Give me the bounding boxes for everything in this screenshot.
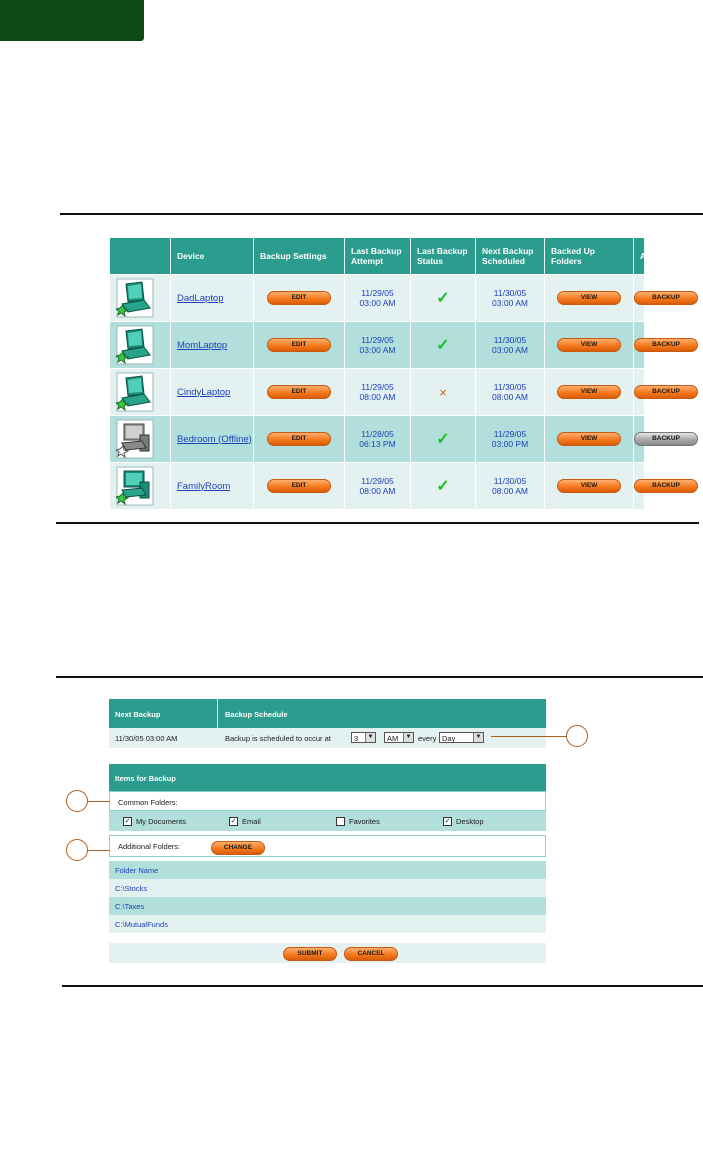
backup-schedule-header: Backup Schedule bbox=[225, 710, 288, 719]
edit-button[interactable]: EDIT bbox=[267, 385, 331, 399]
edit-button[interactable]: EDIT bbox=[267, 338, 331, 352]
submit-button[interactable]: SUBMIT bbox=[283, 947, 337, 961]
chapter-tab bbox=[0, 0, 144, 41]
backup-button[interactable]: BACKUP bbox=[634, 385, 698, 399]
folder-path: C:\MutualFunds bbox=[115, 920, 168, 929]
additional-folders-row bbox=[109, 835, 546, 857]
last-attempt-time: 03:00 AM bbox=[359, 298, 396, 308]
col-header-backed-up-folders: Backed Up Folders bbox=[545, 238, 634, 275]
backed-up-folders-cell bbox=[545, 369, 634, 416]
last-attempt-date: 11/29/05 bbox=[361, 476, 394, 486]
device-icon-cell bbox=[110, 322, 171, 369]
backup-settings-cell bbox=[254, 416, 345, 463]
checkbox-email[interactable] bbox=[229, 817, 261, 826]
next-scheduled-time: 03:00 AM bbox=[492, 345, 528, 355]
last-attempt-date: 11/28/05 bbox=[361, 429, 394, 439]
backup-settings-cell bbox=[254, 369, 345, 416]
actions-cell bbox=[634, 322, 680, 369]
checkbox-desktop[interactable] bbox=[443, 817, 484, 826]
table-row bbox=[110, 463, 645, 510]
table-row bbox=[110, 322, 645, 369]
checkbox-favorites[interactable] bbox=[336, 817, 380, 826]
callout-circle-additional-folders bbox=[66, 839, 88, 861]
next-scheduled-date: 11/30/05 bbox=[493, 335, 527, 345]
last-attempt-date: 11/29/05 bbox=[361, 288, 394, 298]
items-for-backup-panel bbox=[109, 764, 546, 963]
chevron-down-icon: ▼ bbox=[403, 733, 413, 742]
table-row bbox=[110, 416, 645, 463]
view-button[interactable]: VIEW bbox=[557, 338, 621, 352]
laptop-icon bbox=[116, 372, 154, 412]
device-link[interactable]: MomLaptop bbox=[177, 339, 228, 351]
device-link[interactable]: DadLaptop bbox=[177, 292, 224, 304]
last-attempt-cell bbox=[345, 322, 411, 369]
last-attempt-date: 11/29/05 bbox=[361, 335, 394, 345]
additional-folders-label: Additional Folders: bbox=[118, 842, 181, 851]
folder-row bbox=[109, 897, 546, 915]
actions-cell bbox=[634, 369, 680, 416]
device-link[interactable]: CindyLaptop bbox=[177, 386, 231, 398]
next-scheduled-time: 03:00 AM bbox=[492, 298, 528, 308]
checkbox-label: My Documents bbox=[136, 817, 187, 826]
col-header-actions: Actions bbox=[634, 238, 645, 275]
device-table-header bbox=[110, 238, 645, 275]
view-button[interactable]: VIEW bbox=[557, 291, 621, 305]
col-header-next-scheduled: Next Backup Scheduled bbox=[476, 238, 545, 275]
device-name-cell bbox=[171, 275, 254, 322]
view-button[interactable]: VIEW bbox=[557, 479, 621, 493]
view-button[interactable]: VIEW bbox=[557, 432, 621, 446]
device-icon-cell bbox=[110, 369, 171, 416]
laptop-icon bbox=[116, 278, 154, 318]
checkbox-box[interactable]: ✓ bbox=[124, 818, 131, 825]
next-scheduled-time: 08:00 AM bbox=[492, 392, 528, 402]
backup-settings-cell bbox=[254, 275, 345, 322]
chevron-down-icon: ▼ bbox=[365, 733, 375, 742]
checkbox-my-documents[interactable] bbox=[123, 817, 186, 826]
period-select-value: Day bbox=[442, 734, 456, 743]
items-header-title: Items for Backup bbox=[115, 774, 176, 783]
backup-button[interactable]: BACKUP bbox=[634, 291, 698, 305]
next-scheduled-date: 11/30/05 bbox=[493, 382, 527, 392]
divider-top-2 bbox=[56, 676, 703, 678]
backup-settings-cell bbox=[254, 463, 345, 510]
last-attempt-date: 11/29/05 bbox=[361, 382, 394, 392]
common-folders-label: Common Folders: bbox=[118, 798, 178, 807]
backed-up-folders-cell bbox=[545, 275, 634, 322]
device-icon-cell bbox=[110, 416, 171, 463]
checkbox-label: Email bbox=[242, 817, 261, 826]
edit-button[interactable]: EDIT bbox=[267, 432, 331, 446]
checkmark-icon: ✓ bbox=[411, 322, 476, 369]
col-header-icon bbox=[110, 238, 171, 275]
divider-bottom-1 bbox=[56, 522, 699, 524]
next-scheduled-cell bbox=[476, 275, 545, 322]
change-button[interactable]: CHANGE bbox=[211, 841, 265, 855]
backed-up-folders-cell bbox=[545, 322, 634, 369]
folder-row bbox=[109, 915, 546, 933]
items-header bbox=[109, 764, 546, 791]
last-attempt-cell bbox=[345, 463, 411, 510]
view-button[interactable]: VIEW bbox=[557, 385, 621, 399]
folder-row bbox=[109, 879, 546, 897]
ampm-select[interactable] bbox=[384, 732, 414, 743]
next-backup-value: 11/30/05 03:00 AM bbox=[115, 734, 178, 743]
device-name-cell bbox=[171, 322, 254, 369]
schedule-panel bbox=[109, 699, 546, 748]
callout-circle-common-folders bbox=[66, 790, 88, 812]
col-header-last-attempt: Last Backup Attempt bbox=[345, 238, 411, 275]
next-backup-header: Next Backup bbox=[115, 710, 161, 719]
backup-button: BACKUP bbox=[634, 432, 698, 446]
checkmark-icon: ✓ bbox=[411, 275, 476, 322]
last-attempt-time: 08:00 AM bbox=[359, 392, 396, 402]
folder-path: C:\Taxes bbox=[115, 902, 145, 911]
callout-circle-schedule bbox=[566, 725, 588, 747]
device-icon-cell bbox=[110, 463, 171, 510]
divider-bottom-2 bbox=[62, 985, 703, 987]
desktop-icon bbox=[116, 466, 154, 506]
next-scheduled-time: 08:00 AM bbox=[492, 486, 528, 496]
checkbox-row bbox=[109, 811, 546, 831]
backed-up-folders-cell bbox=[545, 463, 634, 510]
error-x-icon: × bbox=[411, 369, 476, 416]
schedule-row bbox=[109, 728, 546, 748]
next-scheduled-cell bbox=[476, 322, 545, 369]
checkbox-label: Desktop bbox=[456, 817, 484, 826]
header-divider bbox=[217, 699, 218, 728]
backup-settings-cell bbox=[254, 322, 345, 369]
period-select[interactable] bbox=[439, 732, 484, 743]
edit-button[interactable]: EDIT bbox=[267, 479, 331, 493]
ampm-select-value: AM bbox=[387, 734, 399, 743]
device-name-cell bbox=[171, 416, 254, 463]
callout-leader-schedule bbox=[491, 736, 566, 737]
folder-name-header-label: Folder Name bbox=[115, 866, 159, 875]
last-attempt-time: 08:00 AM bbox=[359, 486, 396, 496]
schedule-sentence: Backup is scheduled to occur at bbox=[225, 734, 331, 743]
next-scheduled-date: 11/30/05 bbox=[493, 476, 527, 486]
hour-select[interactable] bbox=[351, 732, 376, 743]
device-name-cell bbox=[171, 463, 254, 510]
folder-path: C:\Stocks bbox=[115, 884, 148, 893]
checkmark-icon: ✓ bbox=[411, 416, 476, 463]
device-table bbox=[110, 238, 680, 509]
device-name-cell bbox=[171, 369, 254, 416]
next-scheduled-time: 03:00 PM bbox=[491, 439, 529, 449]
col-header-device: Device bbox=[171, 238, 254, 275]
checkbox-box[interactable] bbox=[336, 817, 345, 826]
actions-cell bbox=[634, 275, 680, 322]
schedule-header bbox=[109, 699, 546, 728]
backup-button[interactable]: BACKUP bbox=[634, 479, 698, 493]
actions-cell bbox=[634, 463, 680, 510]
checkbox-box[interactable]: ✓ bbox=[444, 818, 451, 825]
callout-leader-common-folders bbox=[88, 801, 110, 802]
callout-leader-additional-folders bbox=[88, 850, 110, 851]
desktop-offline-icon bbox=[116, 419, 154, 459]
next-scheduled-cell bbox=[476, 463, 545, 510]
actions-cell bbox=[634, 416, 680, 463]
checkmark-icon: ✓ bbox=[411, 463, 476, 510]
col-header-backup-settings: Backup Settings bbox=[254, 238, 345, 275]
edit-button[interactable]: EDIT bbox=[267, 291, 331, 305]
chevron-down-icon: ▼ bbox=[473, 733, 483, 742]
device-icon-cell bbox=[110, 275, 171, 322]
last-attempt-cell bbox=[345, 369, 411, 416]
common-folders-row bbox=[109, 791, 546, 811]
next-scheduled-date: 11/29/05 bbox=[493, 429, 527, 439]
folder-name-header bbox=[109, 861, 546, 879]
form-buttons-row bbox=[109, 943, 546, 963]
device-link[interactable]: Bedroom (Offline) bbox=[177, 433, 252, 445]
next-scheduled-cell bbox=[476, 369, 545, 416]
device-link[interactable]: FamilyRoom bbox=[177, 480, 231, 492]
last-attempt-cell bbox=[345, 275, 411, 322]
backup-button[interactable]: BACKUP bbox=[634, 338, 698, 352]
checkbox-box[interactable]: ✓ bbox=[230, 818, 237, 825]
next-scheduled-date: 11/30/05 bbox=[493, 288, 527, 298]
divider-top-1 bbox=[60, 213, 703, 215]
laptop-icon bbox=[116, 325, 154, 365]
next-scheduled-cell bbox=[476, 416, 545, 463]
every-label: every bbox=[418, 734, 437, 743]
last-attempt-time: 03:00 AM bbox=[359, 345, 396, 355]
col-header-last-status: Last Backup Status bbox=[411, 238, 476, 275]
table-row bbox=[110, 369, 645, 416]
cancel-button[interactable]: CANCEL bbox=[344, 947, 398, 961]
last-attempt-cell bbox=[345, 416, 411, 463]
hour-select-value: 3 bbox=[354, 734, 359, 743]
checkbox-label: Favorites bbox=[349, 817, 380, 826]
backed-up-folders-cell bbox=[545, 416, 634, 463]
last-attempt-time: 06:13 PM bbox=[359, 439, 396, 449]
table-row bbox=[110, 275, 645, 322]
